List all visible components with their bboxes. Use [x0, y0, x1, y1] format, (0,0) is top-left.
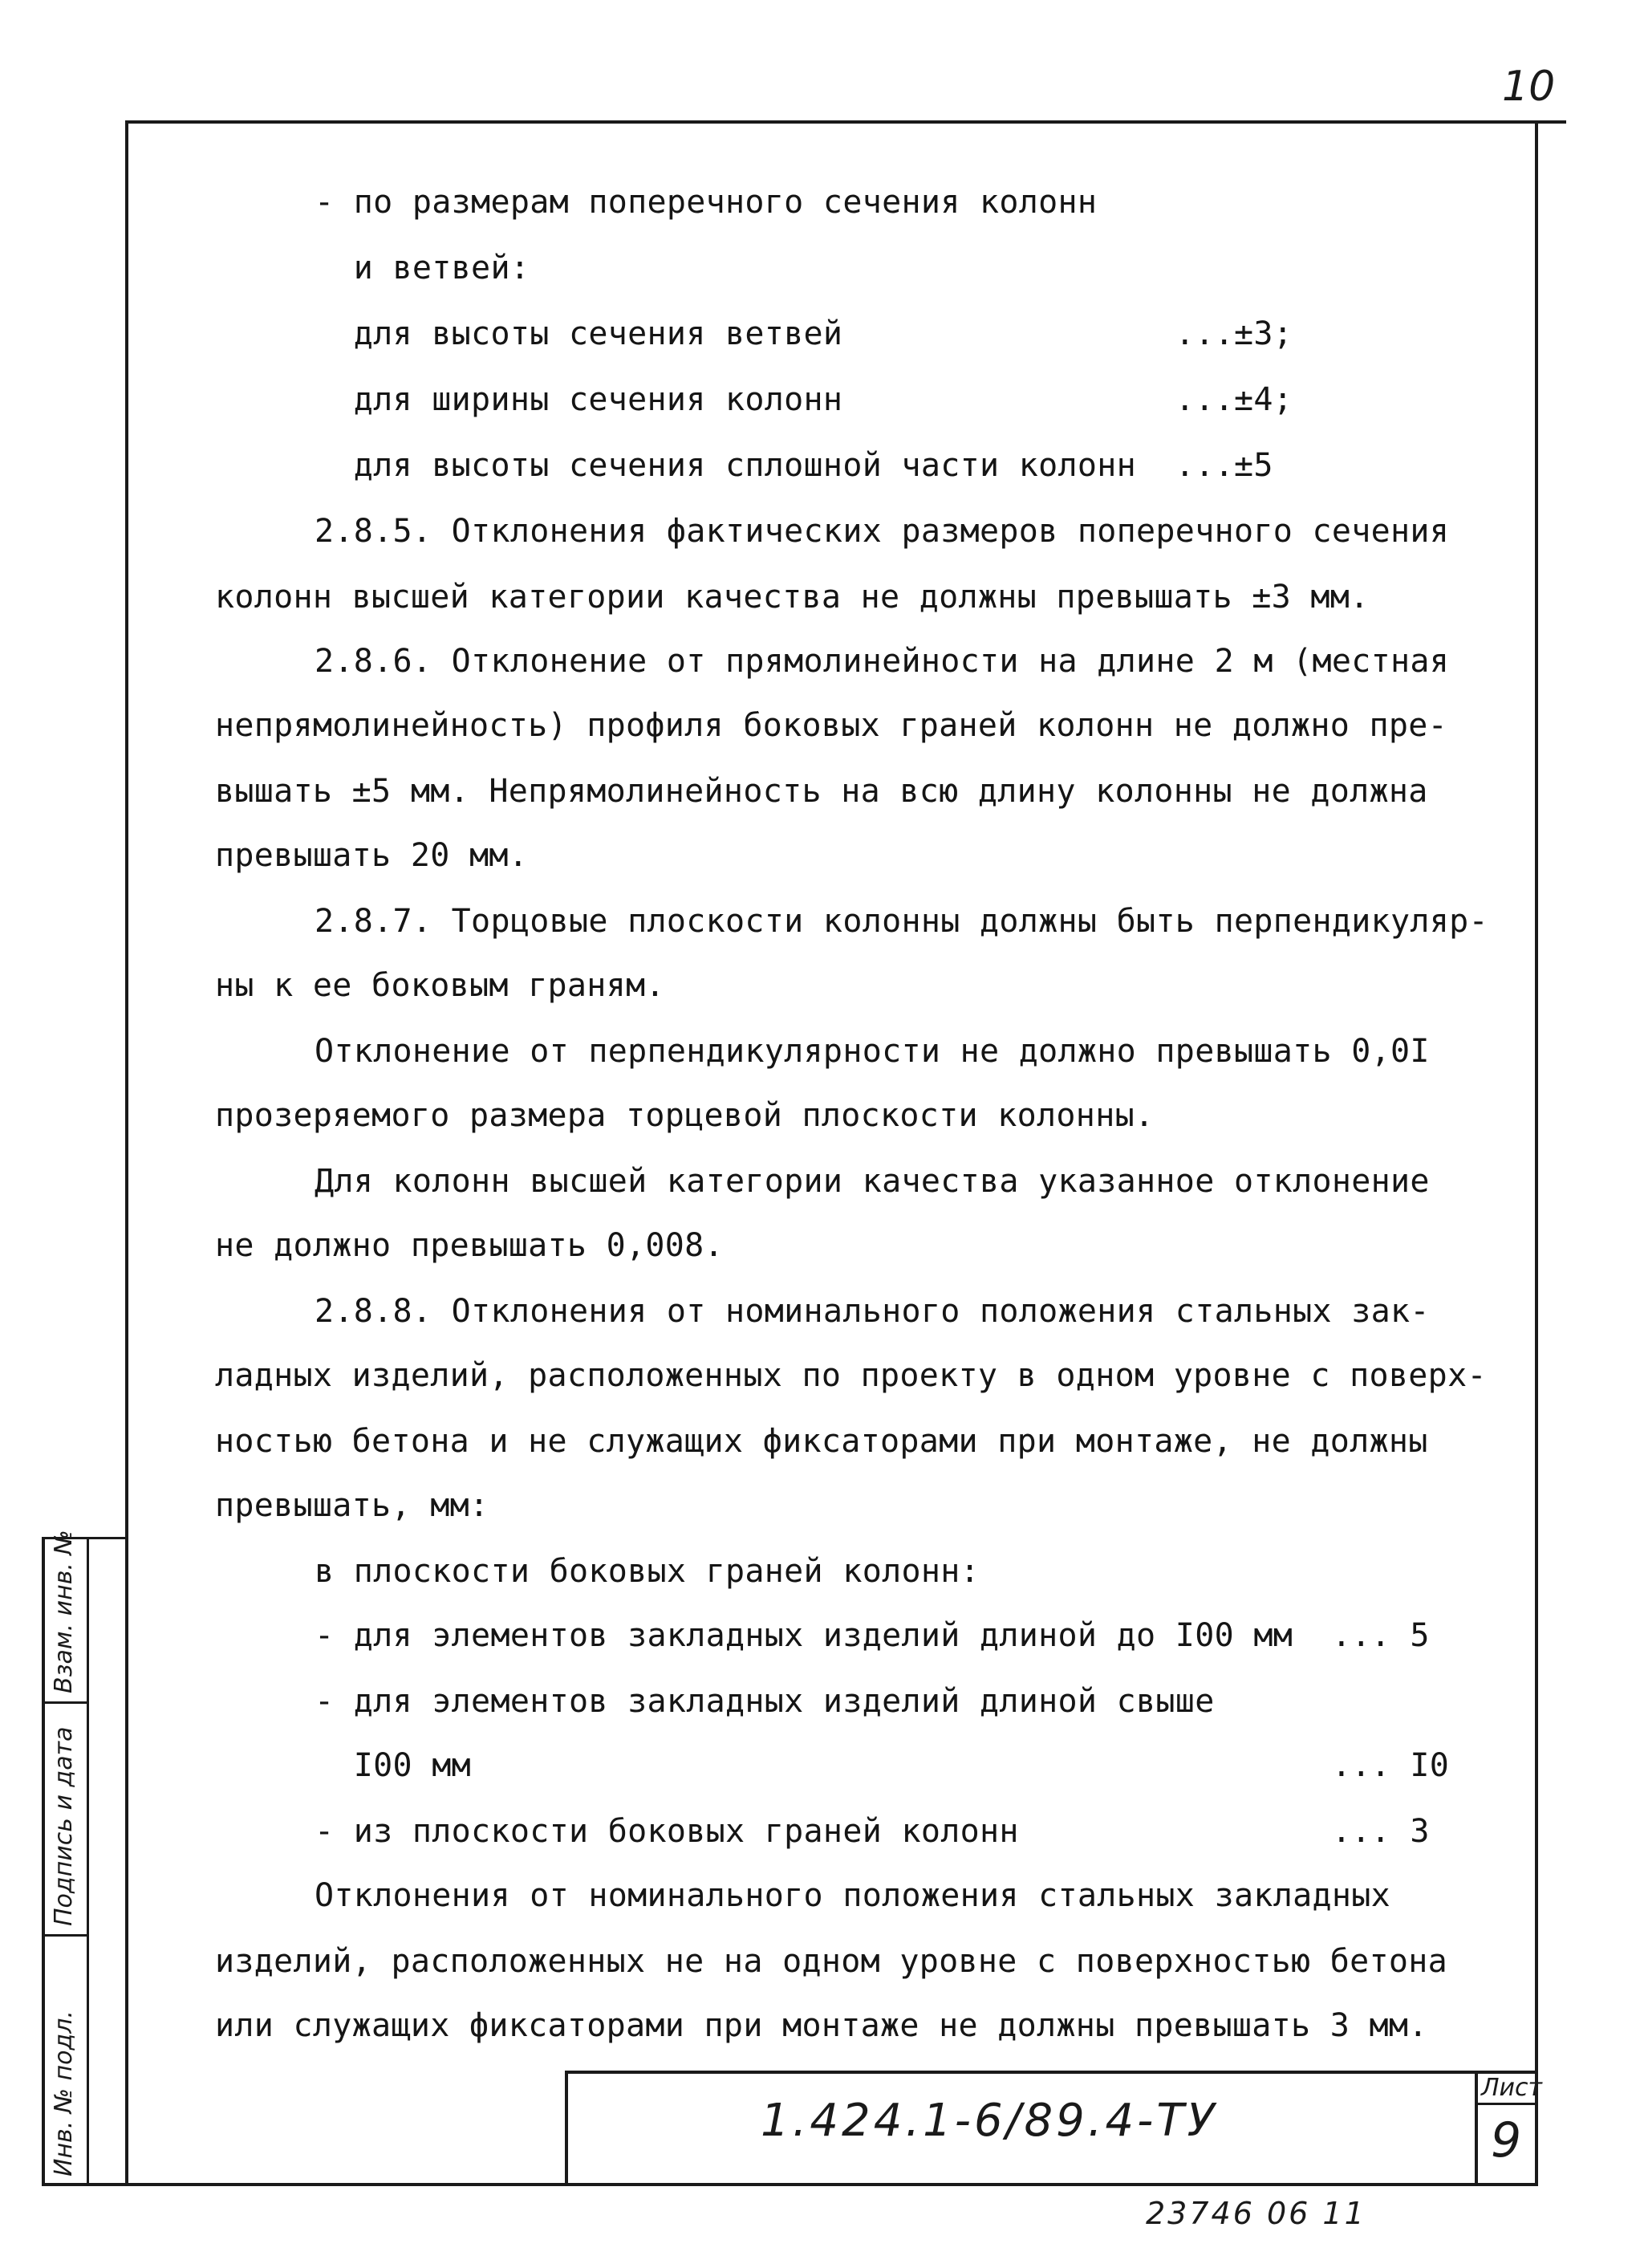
body-line: I00 мм ... I0	[315, 1747, 1450, 1784]
body-line: 2.8.8. Отклонения от номинального положения стальных зак-	[315, 1293, 1430, 1330]
body-line: Для колонн высшей категории качества указанное отклонение	[315, 1163, 1430, 1200]
body-line: и ветвей:	[315, 250, 530, 287]
body-line: прозеряемого размера торцевой плоскости колонны.	[215, 1097, 1155, 1134]
body-line: - для элементов закладных изделий длиной свыше	[315, 1683, 1215, 1720]
body-line: ны к ее боковым граням.	[215, 967, 665, 1004]
stamp-label-original-inv: Инв. № подл.	[50, 2010, 78, 2177]
body-line: - для элементов закладных изделий длиной до I00 мм ... 5	[315, 1617, 1430, 1654]
body-line: Отклонение от перпендикулярности не должно превышать 0,0I	[315, 1033, 1430, 1070]
body-line: не должно превышать 0,008.	[215, 1227, 724, 1264]
document-code: 1.424.1-6/89.4-ТУ	[761, 2095, 1218, 2147]
frame-left-border	[125, 120, 128, 2186]
body-line: ладных изделий, расположенных по проекту в одном уровне с поверх-	[215, 1357, 1487, 1394]
body-line: колонн высшей категории качества не должны превышать ±3 мм.	[215, 579, 1370, 616]
body-line: превышать, мм:	[215, 1487, 489, 1524]
body-line: непрямолинейность) профиля боковых граней колонн не должно пре-	[215, 707, 1448, 744]
body-line: изделий, расположенных не на одном уровне с поверхностью бетона	[215, 1943, 1448, 1980]
title-block-left-border	[565, 2071, 568, 2186]
body-line: в плоскости боковых граней колонн:	[315, 1553, 980, 1590]
frame-right-border	[1535, 120, 1538, 2186]
stamp-label-replacement-inv: Взам. инв. №	[50, 1530, 78, 1693]
stamp-label-signature-date: Подпись и дата	[50, 1726, 78, 1926]
page-number: 10	[1502, 63, 1556, 111]
sheet-box-divider	[1475, 2103, 1538, 2105]
body-line: превышать 20 мм.	[215, 837, 529, 874]
sheet-label: Лист	[1481, 2074, 1543, 2102]
body-line: для высоты сечения ветвей ...±3;	[315, 315, 1293, 352]
stamp-outer-border	[42, 1537, 45, 2186]
stamp-divider	[42, 1934, 89, 1937]
body-line: Отклонения от номинального положения стальных закладных	[315, 1877, 1391, 1914]
sheet-number: 9	[1491, 2112, 1522, 2168]
stamp-inner-border	[87, 1537, 89, 2186]
body-line: для высоты сечения сплошной части колонн ...±5	[315, 447, 1273, 484]
frame-bottom-border	[42, 2183, 1538, 2186]
body-line: 2.8.6. Отклонение от прямолинейности на длине 2 м (местная	[315, 643, 1450, 680]
body-line: вышать ±5 мм. Непрямолинейность на всю длину колонны не должна	[215, 773, 1428, 810]
title-block-top-border	[565, 2071, 1538, 2074]
stamp-divider	[42, 1701, 89, 1704]
body-line: для ширины сечения колонн ...±4;	[315, 381, 1293, 418]
body-line: 2.8.7. Торцовые плоскости колонны должны быть перпендикуляр-	[315, 903, 1488, 940]
body-line: - по размерам поперечного сечения колонн	[315, 184, 1098, 221]
body-line: или служащих фиксаторами при монтаже не должны превышать 3 мм.	[215, 2007, 1428, 2044]
footer-code: 23746 06 11	[1146, 2196, 1366, 2231]
sheet-box-border	[1475, 2071, 1478, 2186]
body-line: ностью бетона и не служащих фиксаторами при монтаже, не должны	[215, 1423, 1428, 1460]
body-line: - из плоскости боковых граней колонн ... 3	[315, 1813, 1430, 1850]
body-line: 2.8.5. Отклонения фактических размеров поперечного сечения	[315, 513, 1450, 550]
frame-top-border	[127, 120, 1566, 124]
